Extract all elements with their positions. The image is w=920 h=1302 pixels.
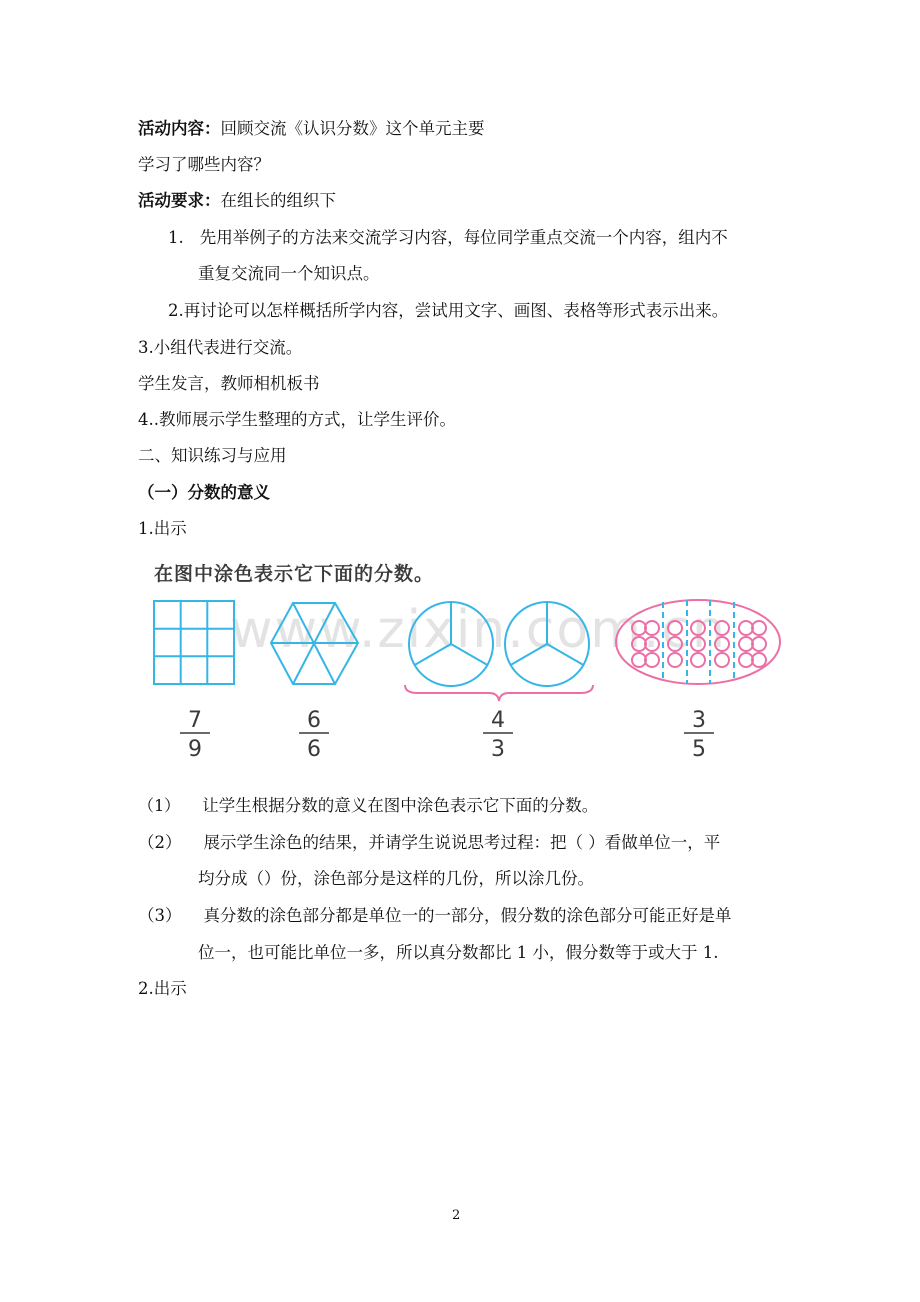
req1-num: 1.	[168, 228, 184, 247]
show2-line: 2.出示	[138, 979, 187, 998]
figure-instruction: 在图中涂色表示它下面的分数。	[154, 563, 435, 585]
activity-content-label: 活动内容：	[138, 119, 221, 138]
q1-line	[138, 795, 598, 817]
activity-req-line	[138, 190, 336, 212]
fraction-1-num: 7	[188, 708, 202, 733]
activity-content-line	[138, 118, 485, 140]
activity-content-text: 回顾交流《认识分数》这个单元主要	[220, 119, 485, 138]
q2-text: 展示学生涂色的结果，并请学生说说思考过程：把（ ）看做单位一，平	[203, 833, 721, 852]
req2-line: 2.再讨论可以怎样概括所学内容，尝试用文字、画图、表格等形式表示出来。	[168, 301, 729, 320]
activity-req-text: 在组长的组织下	[220, 191, 336, 210]
q2-cont: 均分成（）份，涂色部分是这样的几份，所以涂几份。	[198, 869, 594, 888]
watermark: www.zixin.com.cn	[230, 600, 727, 660]
fraction-4-num: 3	[692, 708, 706, 733]
req1-cont: 重复交流同一个知识点。	[198, 264, 380, 283]
fraction-3-den: 3	[491, 737, 505, 762]
section-heading: 二、知识练习与应用	[138, 446, 287, 465]
fraction-labels	[180, 708, 714, 762]
req1-text: 先用举例子的方法来交流学习内容，每位同学重点交流一个内容，组内不	[199, 228, 728, 247]
activity-content-cont: 学习了哪些内容？	[138, 155, 270, 174]
show1-line: 1.出示	[138, 519, 187, 538]
oval-shape	[616, 600, 780, 684]
q3-line	[138, 905, 732, 927]
req1-line	[168, 227, 728, 249]
q2-line	[138, 832, 720, 854]
hexagon-shape	[271, 603, 358, 684]
fraction-2-num: 6	[307, 708, 321, 733]
fraction-figure-svg	[140, 552, 800, 772]
req3-line: 3.小组代表进行交流。	[138, 338, 303, 357]
req4-line: 4..教师展示学生整理的方式，让学生评价。	[138, 410, 456, 429]
brace-mark	[405, 685, 593, 701]
q1-text: 让学生根据分数的意义在图中涂色表示它下面的分数。	[202, 796, 599, 815]
page-number: 2	[452, 1208, 461, 1223]
activity-req-label: 活动要求：	[138, 191, 221, 210]
q3-cont: 位一，也可能比单位一多，所以真分数都比 1 小，假分数等于或大于 1.	[198, 943, 719, 962]
q1-num: （1）	[138, 796, 181, 815]
q3-num: （3）	[138, 906, 182, 925]
circle-shape-right	[505, 602, 589, 686]
grid-shape	[154, 601, 234, 684]
fraction-4-den: 5	[692, 737, 706, 762]
subsection-heading: （一）分数的意义	[138, 483, 270, 502]
student-speak-line: 学生发言，教师相机板书	[138, 374, 320, 393]
fraction-1-den: 9	[188, 737, 202, 762]
q2-num: （2）	[138, 833, 182, 852]
q3-text: 真分数的涂色部分都是单位一的一部分，假分数的涂色部分可能正好是单	[203, 906, 732, 925]
fraction-figure	[140, 552, 800, 772]
fraction-3-num: 4	[491, 708, 505, 733]
fraction-2-den: 6	[307, 737, 321, 762]
circle-shape-left	[409, 602, 493, 686]
